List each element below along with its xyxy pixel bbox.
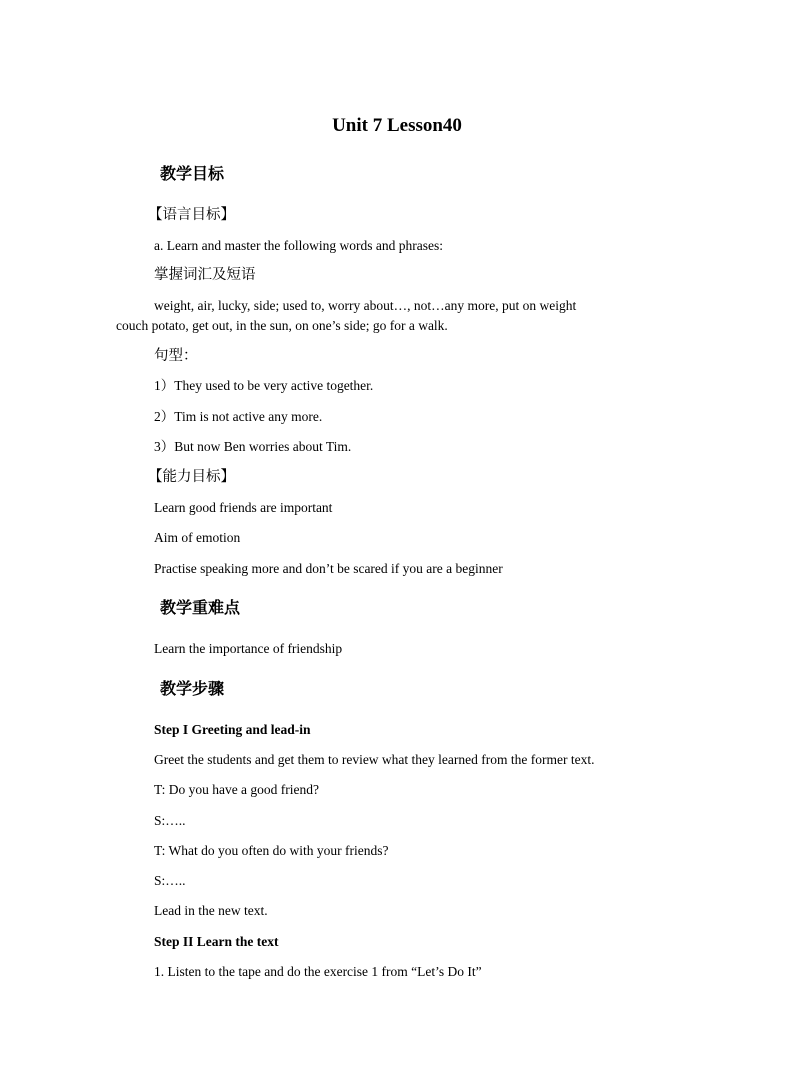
- ability-2: Aim of emotion: [154, 530, 241, 545]
- vocab-heading: 掌握词汇及短语: [154, 267, 256, 283]
- step1-line-6: Lead in the new text.: [154, 903, 268, 918]
- sentence-2: 2）Tim is not active any more.: [154, 409, 323, 424]
- sentence-3: 3）But now Ben worries about Tim.: [154, 439, 352, 454]
- step2-title: Step II Learn the text: [154, 934, 279, 949]
- heading-language-goals: 【语言目标】: [148, 207, 235, 223]
- step1-line-1: Greet the students and get them to review what they learned from the former text.: [154, 752, 595, 767]
- key-points-text: Learn the importance of friendship: [154, 641, 343, 656]
- step1-title: Step I Greeting and lead-in: [154, 722, 311, 737]
- vocab-line-2: couch potato, get out, in the sun, on one’s side; go for a walk.: [116, 318, 448, 333]
- heading-teaching-goals: 教学目标: [160, 164, 225, 183]
- heading-ability-goals: 【能力目标】: [148, 469, 235, 485]
- step1-line-4: T: What do you often do with your friends?: [154, 843, 389, 858]
- step1-line-3: S:…..: [154, 813, 186, 828]
- step1-line-5: S:…..: [154, 873, 186, 888]
- sentence-1: 1）They used to be very active together.: [154, 378, 374, 393]
- sentence-heading: 句型：: [154, 348, 198, 364]
- document-title: Unit 7 Lesson40: [332, 115, 462, 136]
- ability-3: Practise speaking more and don’t be scared if you are a beginner: [154, 561, 503, 576]
- heading-key-points: 教学重难点: [160, 598, 241, 617]
- step2-line-1: 1. Listen to the tape and do the exercise 1 from “Let’s Do It”: [154, 964, 482, 979]
- vocab-line-1: weight, air, lucky, side; used to, worry about…, not…any more, put on weight: [154, 298, 577, 313]
- item-a: a. Learn and master the following words and phrases:: [154, 238, 444, 253]
- heading-steps: 教学步骤: [160, 679, 225, 698]
- step1-line-2: T: Do you have a good friend?: [154, 782, 320, 797]
- ability-1: Learn good friends are important: [154, 500, 333, 515]
